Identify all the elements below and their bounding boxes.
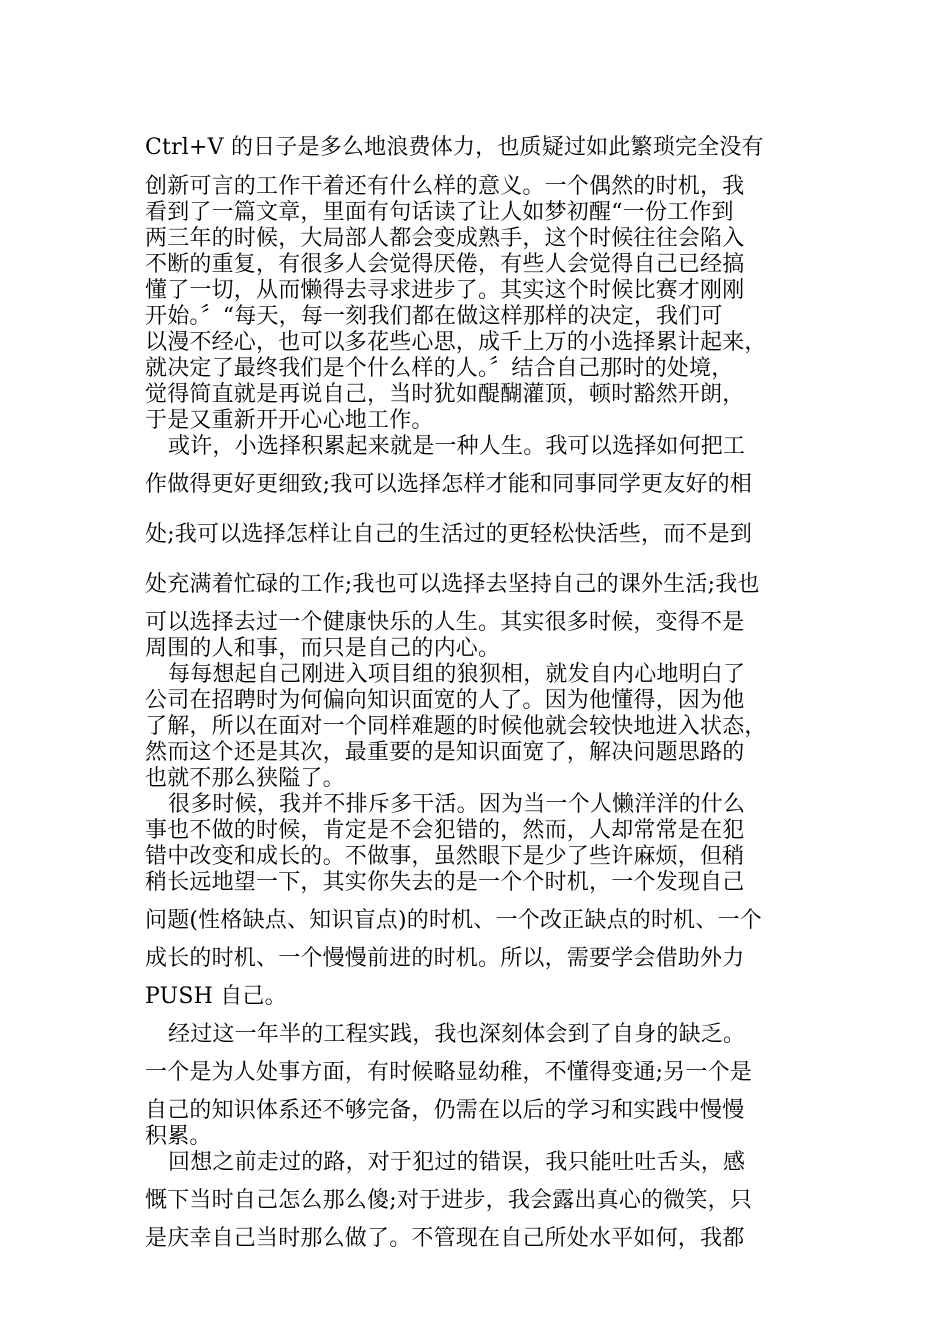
text-line: 错中改变和成长的。不做事，虽然眼下是少了些许麻烦，但稍 bbox=[145, 844, 745, 869]
text-line: 也就不那么狭隘了。 bbox=[145, 766, 345, 791]
text-line: 事也不做的时候，肯定是不会犯错的，然而，人却常常是在犯 bbox=[145, 818, 745, 843]
paragraph-start-line: 或许，小选择积累起来就是一种人生。我可以选择如何把工 bbox=[168, 434, 746, 459]
paragraph-start-line: 经过这一年半的工程实践，我也深刻体会到了自身的缺乏。 bbox=[168, 1022, 746, 1047]
text-line: 不断的重复，有很多人会觉得厌倦，有些人会觉得自己已经搞 bbox=[145, 252, 745, 277]
text-line: 作做得更好更细致;我可以选择怎样才能和同事同学更友好的相 bbox=[145, 472, 753, 497]
text-line: 觉得简直就是再说自己，当时犹如醍醐灌顶，顿时豁然开朗， bbox=[145, 382, 745, 407]
text-line: Ctrl+V 的日子是多么地浪费体力，也质疑过如此繁琐完全没有 bbox=[145, 135, 764, 160]
text-line: 处;我可以选择怎样让自己的生活过的更轻松快活些，而不是到 bbox=[145, 522, 753, 547]
text-line: 以漫不经心，也可以多花些心思，成千上万的小选择累计起来， bbox=[145, 330, 767, 355]
text-line: 稍长远地望一下，其实你失去的是一个个时机，一个发现自己 bbox=[145, 870, 745, 895]
text-line: 懂了一切，从而懒得去寻求进步了。其实这个时候比赛才刚刚 bbox=[145, 278, 745, 303]
text-line: 看到了一篇文章，里面有句话读了让人如梦初醒“一份工作到 bbox=[145, 200, 734, 225]
paragraph-start-line: 每每想起自己刚进入项目组的狼狈相，就发自内心地明白了 bbox=[168, 662, 746, 687]
text-line: 两三年的时候，大局部人都会变成熟手，这个时候往往会陷入 bbox=[145, 226, 745, 251]
text-line: 周围的人和事，而只是自己的内心。 bbox=[145, 636, 501, 661]
text-line: 然而这个还是其次，最重要的是知识面宽了，解决问题思路的 bbox=[145, 740, 745, 765]
text-line: 可以选择去过一个健康快乐的人生。其实很多时候，变得不是 bbox=[145, 610, 745, 635]
paragraph-start-line: 很多时候，我并不排斥多干活。因为当一个人懒洋洋的什么 bbox=[168, 792, 746, 817]
text-line: 积累。 bbox=[145, 1124, 212, 1149]
text-line: 于是又重新开开心心地工作。 bbox=[145, 408, 434, 433]
text-line: 成长的时机、一个慢慢前进的时机。所以，需要学会借助外力 bbox=[145, 946, 745, 971]
text-line: 创新可言的工作干着还有什么样的意义。一个偶然的时机，我 bbox=[145, 174, 745, 199]
text-line: 开始。〞“每天，每一刻我们都在做这样那样的决定，我们可 bbox=[145, 304, 723, 329]
text-line: 问题(性格缺点、知识盲点)的时机、一个改正缺点的时机、一个 bbox=[145, 908, 762, 933]
text-line: 就决定了最终我们是个什么样的人。〞结合自己那时的处境， bbox=[145, 356, 734, 381]
text-line: 了解，所以在面对一个同样难题的时候他就会较快地进入状态， bbox=[145, 714, 767, 739]
text-line: 一个是为人处事方面，有时候略显幼稚，不懂得变通;另一个是 bbox=[145, 1060, 753, 1085]
text-line: 慨下当时自己怎么那么傻;对于进步，我会露出真心的微笑，只 bbox=[145, 1188, 753, 1213]
text-line: 是庆幸自己当时那么做了。不管现在自己所处水平如何，我都 bbox=[145, 1226, 745, 1251]
text-line: 自己的知识体系还不够完备，仍需在以后的学习和实践中慢慢 bbox=[145, 1098, 745, 1123]
text-line: PUSH 自己。 bbox=[145, 984, 287, 1009]
text-line: 公司在招聘时为何偏向知识面宽的人了。因为他懂得，因为他 bbox=[145, 688, 745, 713]
paragraph-start-line: 回想之前走过的路，对于犯过的错误，我只能吐吐舌头，感 bbox=[168, 1150, 746, 1175]
text-line: 处充满着忙碌的工作;我也可以选择去坚持自己的课外生活;我也 bbox=[145, 572, 760, 597]
